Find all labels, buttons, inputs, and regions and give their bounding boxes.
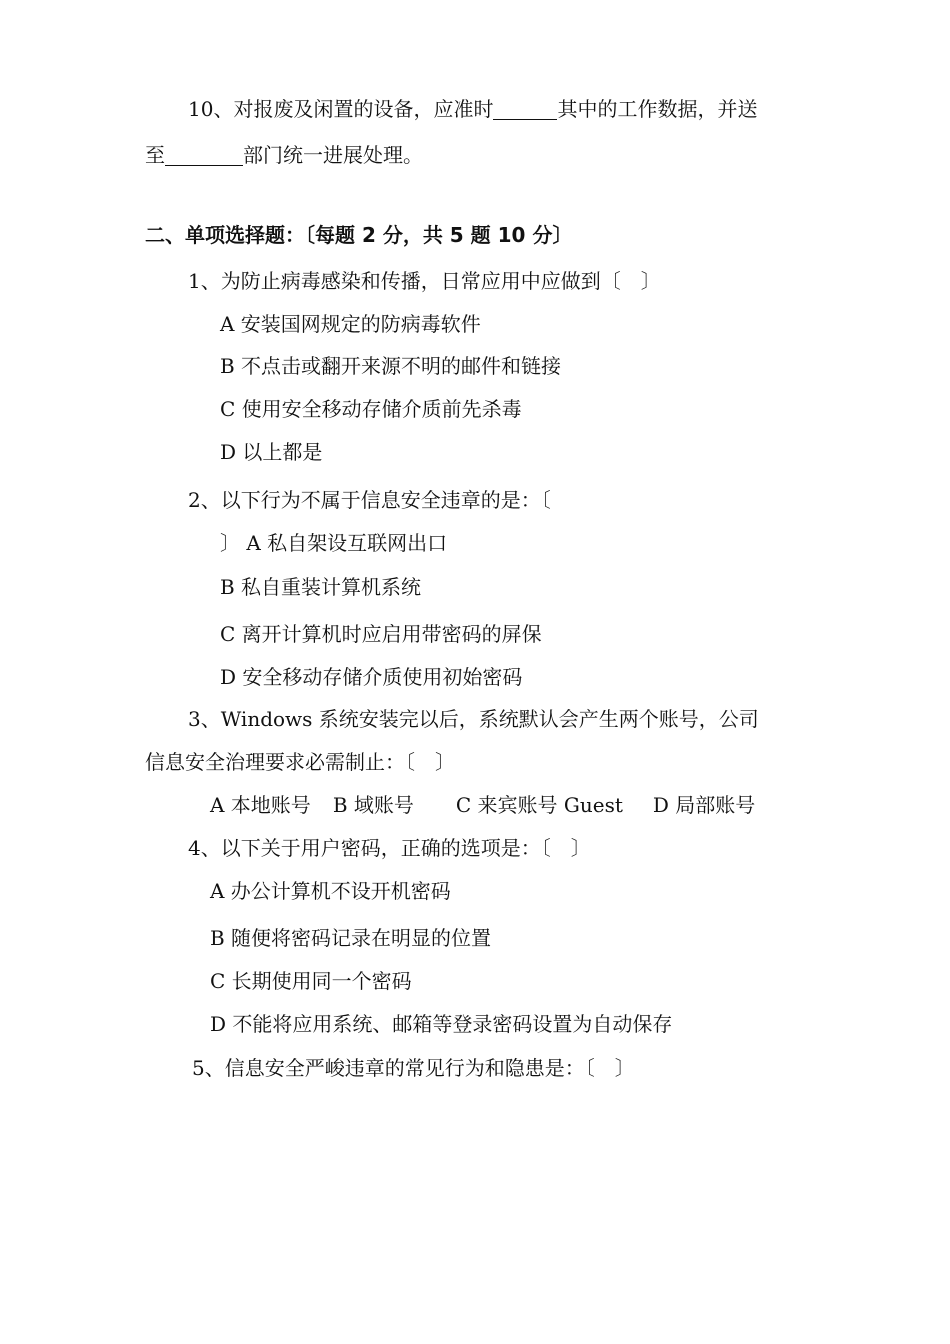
q3-stem-line2: 信息安全治理要求必需制止：〔 〕 xyxy=(145,750,455,774)
q10-text-1: 10、对报废及闲置的设备，应准时 xyxy=(188,97,494,121)
q4-option-a: A 办公计算机不设开机密码 xyxy=(210,879,451,903)
q4-option-d: D 不能将应用系统、邮箱等登录密码设置为自动保存 xyxy=(210,1012,673,1036)
q1-option-b: B 不点击或翻开来源不明的邮件和链接 xyxy=(220,354,562,378)
q1-option-a: A 安装国网规定的防病毒软件 xyxy=(220,312,481,336)
q1-option-d: D 以上都是 xyxy=(220,440,323,464)
q2-option-c: C 离开计算机时应启用带密码的屏保 xyxy=(220,622,542,646)
q5-stem: 5、信息安全严峻违章的常见行为和隐患是：〔 〕 xyxy=(192,1056,635,1080)
q1-stem: 1、为防止病毒感染和传播，日常应用中应做到〔 〕 xyxy=(188,269,661,293)
q2-option-b: B 私自重装计算机系统 xyxy=(220,575,422,599)
q4-stem: 4、以下关于用户密码，正确的选项是：〔 〕 xyxy=(188,836,591,860)
section2-title: 二、单项选择题：〔每题 2 分，共 5 题 10 分〕 xyxy=(145,223,573,247)
q10-blank-1 xyxy=(493,97,557,120)
q3-option-c: C 来宾账号 Guest xyxy=(455,793,623,817)
q3-stem-line1: 3、Windows 系统安装完以后，系统默认会产生两个账号，公司 xyxy=(188,707,759,731)
q10-text-3: 至 xyxy=(145,143,165,167)
q1-option-c: C 使用安全移动存储介质前先杀毒 xyxy=(220,397,522,421)
q3-option-a: A 本地账号 xyxy=(210,793,311,817)
q2-stem: 2、以下行为不属于信息安全违章的是：〔 xyxy=(188,488,551,512)
q4-option-b: B 随便将密码记录在明显的位置 xyxy=(210,926,492,950)
q2-option-d: D 安全移动存储介质使用初始密码 xyxy=(220,665,523,689)
q10-text-2: 其中的工作数据，并送 xyxy=(557,97,758,121)
q3-option-d: D 局部账号 xyxy=(652,793,756,817)
q10-blank-2 xyxy=(165,143,243,166)
q3-options xyxy=(210,792,755,818)
q10-line1 xyxy=(188,96,757,122)
q4-option-c: C 长期使用同一个密码 xyxy=(210,969,412,993)
q10-text-4: 部门统一进展处理。 xyxy=(243,143,423,167)
q10-line2 xyxy=(145,142,423,168)
q2-option-a: 〕 A 私自架设互联网出口 xyxy=(220,531,448,555)
q3-option-b: B 域账号 xyxy=(332,793,414,817)
